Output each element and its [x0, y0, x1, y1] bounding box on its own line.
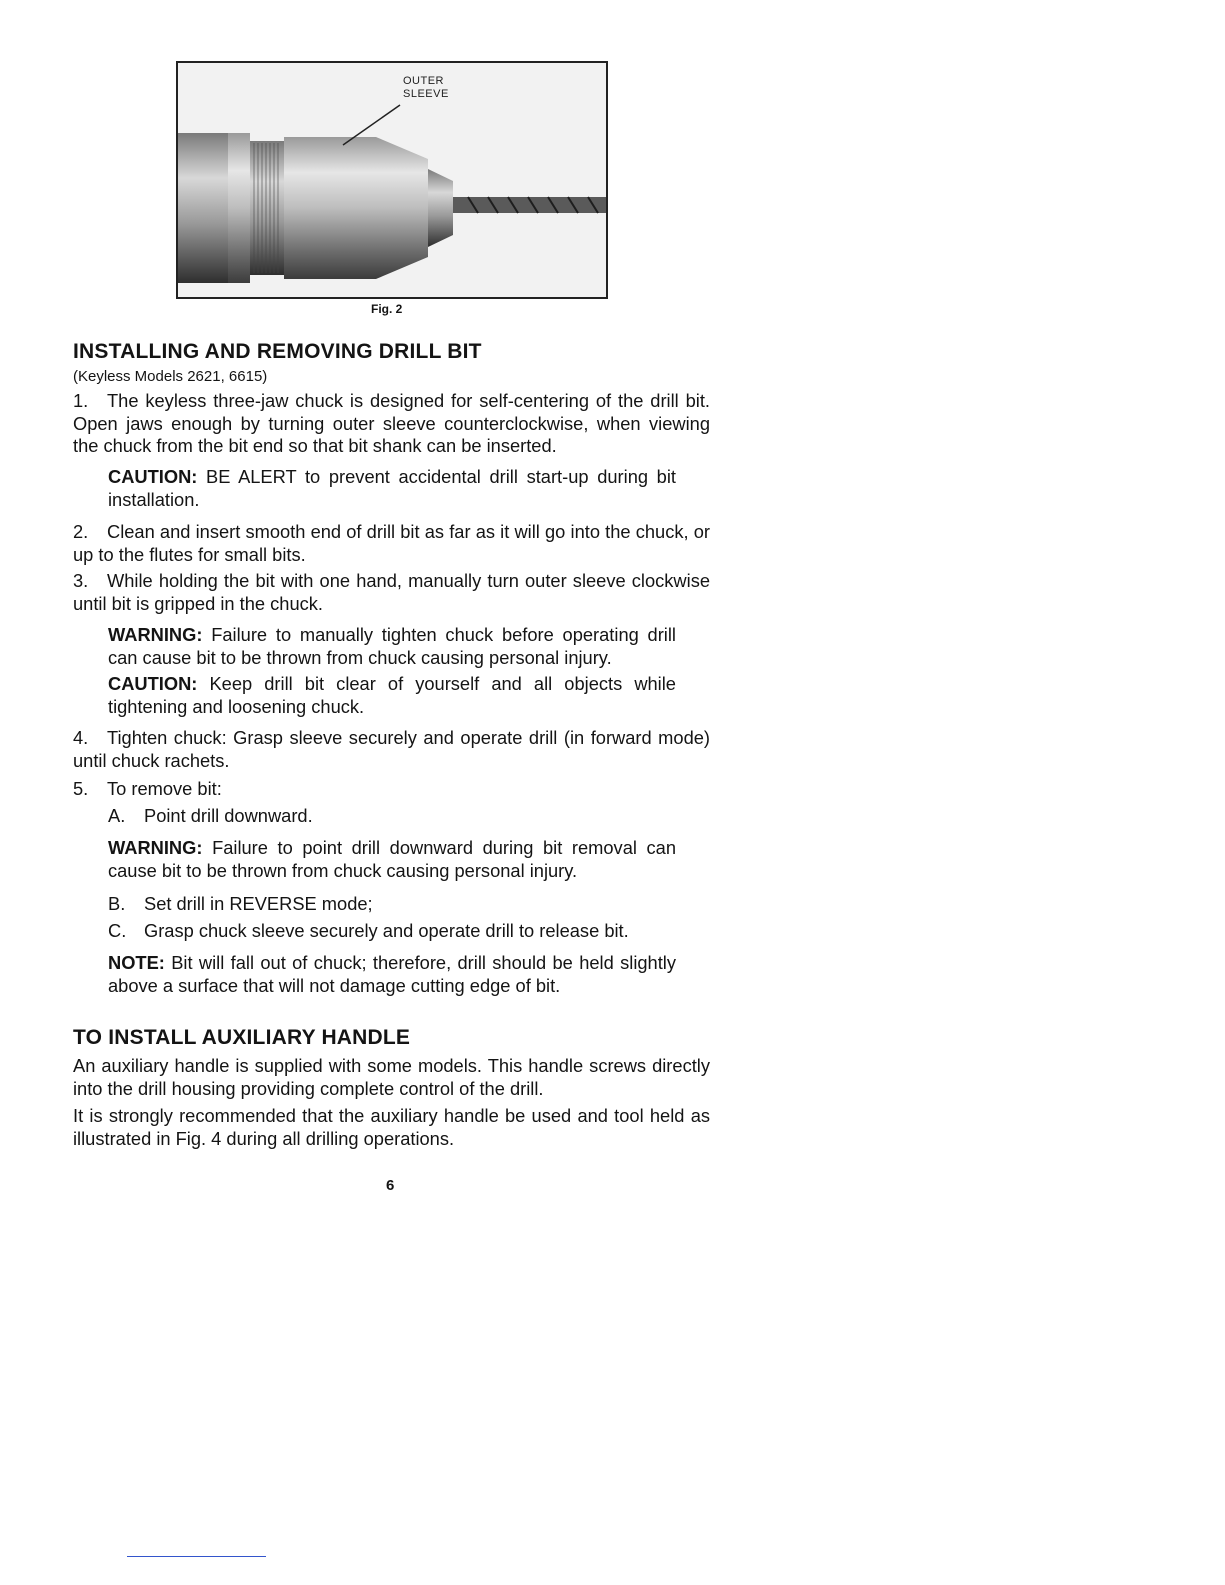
step-b: B. Set drill in REVERSE mode; — [108, 893, 373, 914]
step-3: 3. While holding the bit with one hand, manually turn outer sleeve clockwise until bit is gripped in the chuck. — [73, 570, 710, 614]
section-title-auxiliary-handle: TO INSTALL AUXILIARY HANDLE — [73, 1026, 411, 1049]
caution-2: CAUTION: Keep drill bit clear of yourself and all objects while tightening and loosening chuck. — [108, 673, 676, 717]
section-subtitle: (Keyless Models 2621, 6615) — [73, 368, 268, 385]
step-5: 5. To remove bit: — [73, 778, 222, 799]
auxiliary-handle-paragraph-1: An auxiliary handle is supplied with some models. This handle screws directly into the drill housing providing complete control of the drill. — [73, 1055, 710, 1099]
warning-2: WARNING: Failure to point drill downward during bit removal can cause bit to be thrown from chuck causing personal injury. — [108, 837, 676, 881]
footer-rule — [127, 1556, 266, 1557]
step-a: A. Point drill downward. — [108, 805, 313, 826]
warning-1: WARNING: Failure to manually tighten chuck before operating drill can cause bit to be thrown from chuck causing personal injury. — [108, 624, 676, 668]
section-title-installing: INSTALLING AND REMOVING DRILL BIT — [73, 340, 482, 363]
page-number: 6 — [386, 1177, 395, 1194]
figure-caption: Fig. 2 — [371, 302, 403, 316]
outer-sleeve-callout: OUTER SLEEVE — [403, 75, 449, 100]
step-2: 2. Clean and insert smooth end of drill bit as far as it will go into the chuck, or up to the flutes for small bits. — [73, 521, 710, 565]
auxiliary-handle-paragraph-2: It is strongly recommended that the auxiliary handle be used and tool held as illustrated in Fig. 4 during all drilling operations. — [73, 1105, 710, 1149]
step-4: 4. Tighten chuck: Grasp sleeve securely and operate drill (in forward mode) until chuck rachets. — [73, 727, 710, 771]
drill-chuck-illustration — [178, 63, 606, 297]
drill-chuck-figure — [176, 61, 608, 299]
caution-1: CAUTION: BE ALERT to prevent accidental drill start-up during bit installation. — [108, 466, 676, 510]
step-1: 1. The keyless three-jaw chuck is designed for self-centering of the drill bit. Open jaws enough by turning outer sleeve counterclockwise, when viewing the chuck from the bit end so that bit shank can be inserted. — [73, 390, 710, 456]
note: NOTE: Bit will fall out of chuck; therefore, drill should be held slightly above a surface that will not damage cutting edge of bit. — [108, 952, 676, 996]
step-c: C. Grasp chuck sleeve securely and operate drill to release bit. — [108, 920, 629, 941]
